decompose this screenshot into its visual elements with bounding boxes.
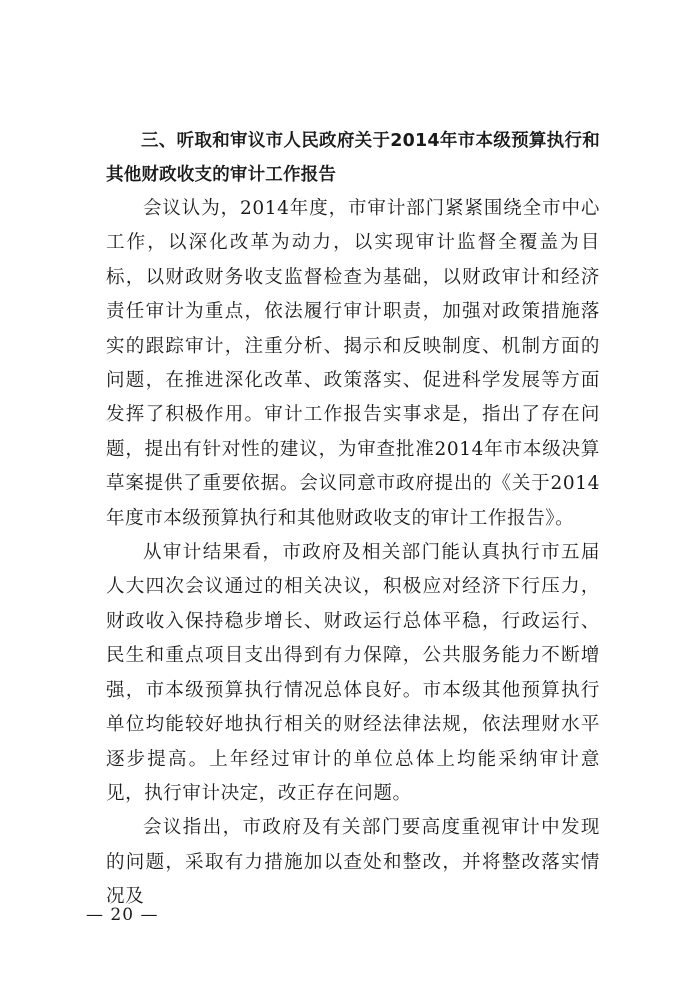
paragraph-1: 会议认为，2014年度，市审计部门紧紧围绕全市中心工作，以深化改革为动力，以实现审计监督全覆盖为目标，以财政财务收支监督检查为基础，以财政审计和经济责任审计为重点，依法履行审计职责，加强对政策措施落实的跟踪审计，注重分析、揭示和反映制度、机制方面的问题，在推进深化改革、政策落实、促进科学发展等方面发挥了积极作用。审计工作报告实事求是，指出了存在问题，提出有针对性的建议，为审查批准2014年市本级决算草案提供了重要依据。会议同意市政府提出的《关于2014年度市本级预算执行和其他财政收支的审计工作报告》。 [106,198,600,529]
section-heading: 三、听取和审议市人民政府关于2014年市本级预算执行和其他财政收支的审计工作报告 [106,131,600,185]
document-body [106,124,600,915]
paragraph-2: 从审计结果看，市政府及相关部门能认真执行市五届人大四次会议通过的相关决议，积极应对经济下行压力，财政收入保持稳步增长、财政运行总体平稳，行政运行、民生和重点项目支出得到有力保障，公共服务能力不断增强，市本级预算执行情况总体良好。市本级其他预算执行单位均能较好地执行相关的财经法律法规，依法理财水平逐步提高。上年经过审计的单位总体上均能采纳审计意见，执行审计决定，改正存在问题。 [106,542,600,804]
page-number: — 20 — [86,905,159,925]
paragraph-3: 会议指出，市政府及有关部门要高度重视审计中发现的问题，采取有力措施加以查处和整改，并将整改落实情况及 [106,817,600,908]
